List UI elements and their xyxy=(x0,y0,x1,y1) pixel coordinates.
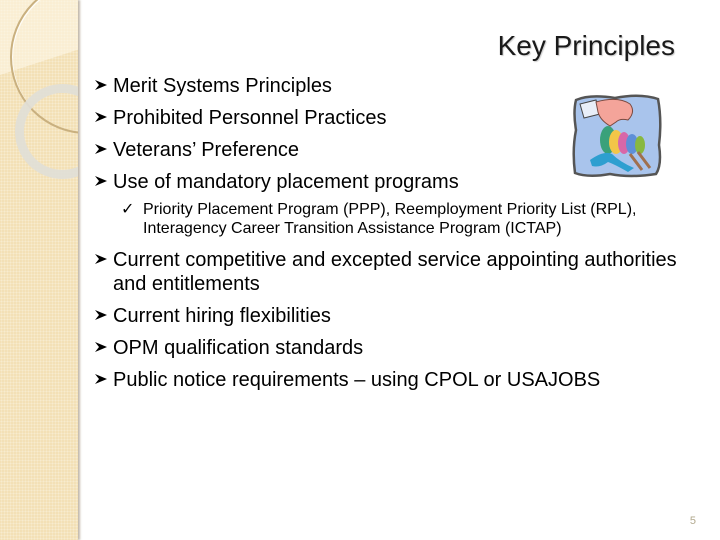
arrowhead-bullet-icon xyxy=(94,142,108,156)
arrowhead-bullet-icon xyxy=(94,78,108,92)
bullet-text: Use of mandatory placement programs xyxy=(113,171,459,193)
bullet-item xyxy=(94,336,694,360)
jobs-clipart-image xyxy=(570,90,664,180)
bullet-text: Public notice requirements – using CPOL or USAJOBS xyxy=(113,369,601,391)
sub-bullet-item xyxy=(94,200,694,238)
sub-bullet-text: Priority Placement Program (PPP), Reemployment Priority List (RPL), Interagency Career Transition Assistance Program (ICTAP) xyxy=(143,201,637,237)
bullet-text: Prohibited Personnel Practices xyxy=(113,107,387,129)
page-number: 5 xyxy=(689,515,696,527)
bullet-text: Merit Systems Principles xyxy=(113,75,332,97)
slide-title: Key Principles xyxy=(497,30,675,61)
bullet-text: Veterans’ Preference xyxy=(113,139,300,161)
arrowhead-bullet-icon xyxy=(94,174,108,188)
bullet-text: Current competitive and excepted service appointing authorities and entitlements xyxy=(113,249,677,295)
bullet-item xyxy=(94,304,694,328)
bullet-item xyxy=(94,248,694,296)
arrowhead-bullet-icon xyxy=(94,308,108,322)
bullet-text: OPM qualification standards xyxy=(113,337,364,359)
arrowhead-bullet-icon xyxy=(94,340,108,354)
decorative-sidebar xyxy=(0,0,78,540)
bullet-item xyxy=(94,368,694,392)
bullet-text: Current hiring flexibilities xyxy=(113,305,331,327)
arrowhead-bullet-icon xyxy=(94,372,108,386)
arrowhead-bullet-icon xyxy=(94,252,108,266)
arrowhead-bullet-icon xyxy=(94,110,108,124)
checkmark-icon: ✓ xyxy=(121,201,135,218)
